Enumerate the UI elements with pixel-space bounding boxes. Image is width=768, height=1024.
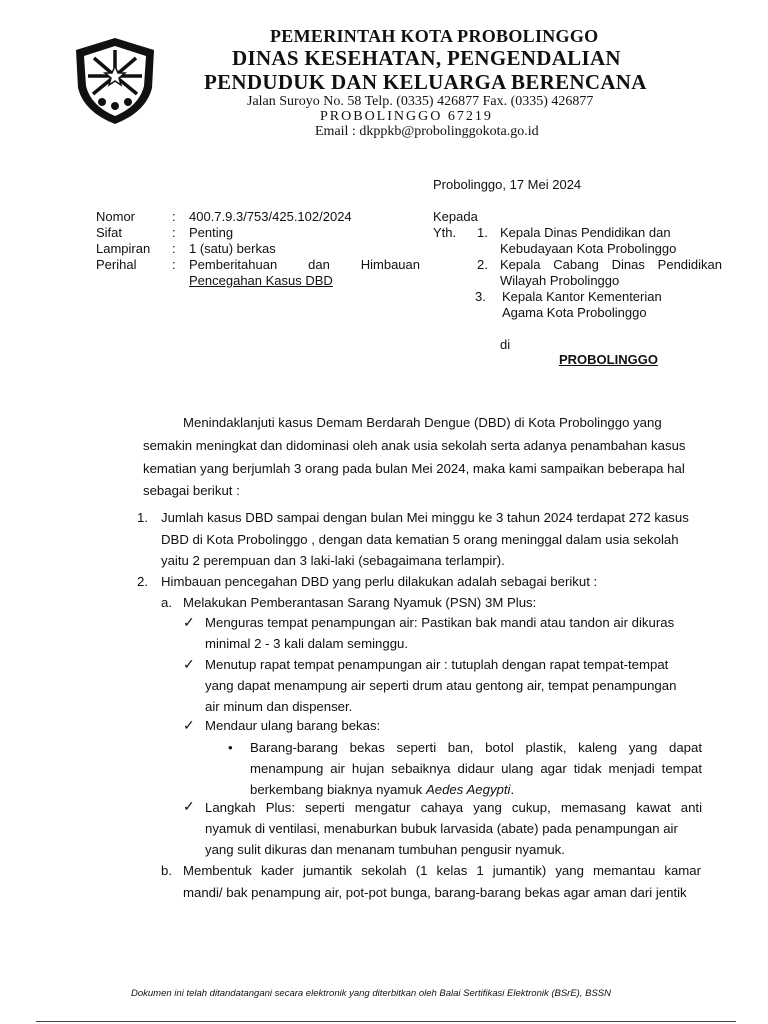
letterhead-email: Email : dkppkb@probolinggokota.go.id: [315, 124, 539, 139]
paragraph-line: kematian yang berjumlah 3 orang pada bulan Mei 2024, maka kami sampaikan beberapa hal: [143, 461, 685, 476]
perihal-line1: Pemberitahuan dan Himbauan: [189, 257, 420, 272]
letter-date: Probolinggo, 17 Mei 2024: [433, 177, 582, 192]
colon: :: [172, 209, 176, 224]
sublist-item-line: Membentuk kader jumantik sekolah (1 kelas 1 jumantik) yang memantau kamar: [183, 863, 701, 878]
recipient-number: 3.: [475, 289, 486, 304]
letterhead-government: PEMERINTAH KOTA PROBOLINGGO: [270, 26, 599, 46]
sublist-item-line: Melakukan Pemberantasan Sarang Nyamuk (PSN) 3M Plus:: [183, 595, 537, 610]
bullet-icon: •: [228, 740, 233, 755]
colon: :: [172, 241, 176, 256]
recipient-3-line1: Kepala Kantor Kementerian: [502, 289, 662, 304]
check-item-line: air minum dan dispenser.: [205, 699, 353, 714]
letterhead-agency-line1: DINAS KESEHATAN, PENGENDALIAN: [232, 46, 621, 70]
check-item-line: Menutup rapat tempat penampungan air : tutuplah dengan rapat tempat-tempat: [205, 657, 669, 672]
recipient-1-line2: Kebudayaan Kota Probolinggo: [500, 241, 677, 256]
recipient-1-line1: Kepala Dinas Pendidikan dan: [500, 225, 671, 240]
check-item-line: yang dapat menampung air seperti drum atau gentong air, tempat penampungan: [205, 678, 677, 693]
paragraph-line: Menindaklanjuti kasus Demam Berdarah Dengue (DBD) di Kota Probolinggo yang: [183, 415, 662, 430]
recipient-3-line2: Agama Kota Probolinggo: [502, 305, 647, 320]
sublist-letter: a.: [161, 595, 172, 610]
list-item-line: Himbauan pencegahan DBD yang perlu dilakukan adalah sebagai berikut :: [161, 574, 598, 589]
paragraph-line: sebagai berikut :: [143, 483, 240, 498]
check-item-line: yang sulit dikuras dan menanam tumbuhan pengusir nyamuk.: [205, 842, 565, 857]
list-item-line: DBD di Kota Probolinggo , dengan data kematian 5 orang meninggal dalam usia sekolah: [161, 532, 679, 547]
esign-footer-note: Dokumen ini telah ditandatangani secara elektronik yang diterbitkan oleh Balai Sertifikasi Elektronik (BSrE), BSSN: [131, 988, 611, 999]
recipient-2-line1: Kepala Cabang Dinas Pendidikan: [500, 257, 722, 272]
nomor-value: 400.7.9.3/753/425.102/2024: [189, 209, 352, 224]
letterhead-city: PROBOLINGGO 67219: [320, 109, 493, 124]
list-item-line: yaitu 2 perempuan dan 3 laki-laki (sebagaimana terlampir).: [161, 553, 505, 568]
colon: :: [172, 225, 176, 240]
perihal-line2: Pencegahan Kasus DBD: [189, 273, 333, 288]
check-icon: ✓: [183, 614, 195, 630]
check-item-line: nyamuk di ventilasi, menaburkan bubuk larvasida (abate) pada penampungan air: [205, 821, 678, 836]
colon: :: [172, 257, 176, 272]
nomor-label: Nomor: [96, 209, 136, 224]
sublist-letter: b.: [161, 863, 172, 878]
check-item-line: Mendaur ulang barang bekas:: [205, 718, 381, 733]
di-label: di: [500, 337, 511, 352]
kepada-label: Kepada: [433, 209, 478, 224]
letterhead-address: Jalan Suroyo No. 58 Telp. (0335) 426877 Fax. (0335) 426877: [247, 94, 594, 109]
bullet-item-line: Barang-barang bekas seperti ban, botol plastik, kaleng yang dapat: [250, 740, 702, 755]
recipient-number: 2.: [477, 257, 488, 272]
list-number: 1.: [137, 510, 148, 525]
list-number: 2.: [137, 574, 148, 589]
yth-label: Yth.: [433, 225, 457, 240]
species-name: Aedes Aegypti: [425, 782, 511, 797]
perihal-label: Perihal: [96, 257, 137, 272]
sifat-label: Sifat: [96, 225, 123, 240]
sublist-item-line: mandi/ bak penampung air, pot-pot bunga, barang-barang bekas agar aman dari jentik: [183, 885, 687, 900]
recipient-city: PROBOLINGGO: [559, 352, 658, 367]
letterhead-agency-line2: PENDUDUK DAN KELUARGA BERENCANA: [204, 70, 647, 94]
check-icon: ✓: [183, 798, 195, 814]
bullet-item-line: menampung air hujan sebaiknya didaur ulang agar tidak menjadi tempat: [250, 761, 702, 776]
check-item-line: Langkah Plus: seperti mengatur cahaya yang cukup, memasang kawat anti: [205, 800, 702, 815]
bullet-item-line: berkembang biaknya nyamuk Aedes Aegypti.: [250, 782, 515, 797]
recipient-number: 1.: [477, 225, 488, 240]
lampiran-value: 1 (satu) berkas: [189, 241, 276, 256]
recipient-2-line2: Wilayah Probolinggo: [500, 273, 620, 288]
check-icon: ✓: [183, 717, 195, 733]
paragraph-line: semakin meningkat dan didominasi oleh anak usia sekolah serta adanya penambahan kasus: [143, 438, 686, 453]
lampiran-label: Lampiran: [96, 241, 151, 256]
sifat-value: Penting: [189, 225, 234, 240]
check-item-line: minimal 2 - 3 kali dalam seminggu.: [205, 636, 409, 651]
list-item-line: Jumlah kasus DBD sampai dengan bulan Mei minggu ke 3 tahun 2024 terdapat 272 kasus: [161, 510, 689, 525]
city-emblem-icon: [74, 36, 156, 126]
footer-divider: [36, 1021, 736, 1022]
check-item-line: Menguras tempat penampungan air: Pastikan bak mandi atau tandon air dikuras: [205, 615, 675, 630]
check-icon: ✓: [183, 656, 195, 672]
